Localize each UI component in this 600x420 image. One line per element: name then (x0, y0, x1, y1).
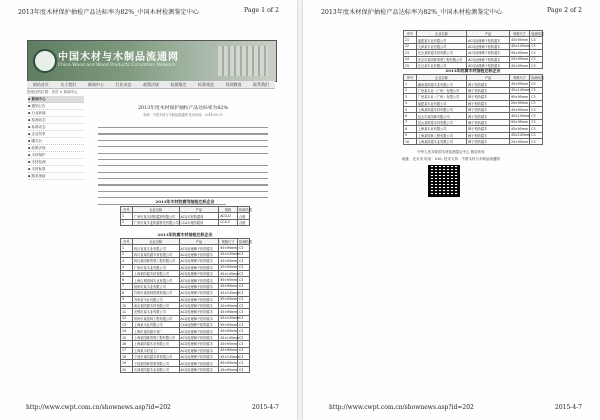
table-treated-wood-2 (403, 74, 543, 145)
table-cell: C3 (238, 277, 250, 283)
table-cell: 樟子松防腐木 (467, 94, 510, 100)
table-cell: ACQ-D (219, 213, 238, 219)
table-cell: C3 (238, 264, 250, 270)
text-line (98, 153, 268, 154)
table-row (404, 138, 543, 144)
text-line (98, 184, 268, 185)
table-header-cell: 产品 (467, 75, 510, 81)
table-cell: C3 (530, 106, 543, 112)
table-cell: 无锡市某木业有限公司 (132, 309, 179, 315)
site-brand: 中国木材与木制品流通网 (58, 52, 179, 63)
table-cell: 上海某木业有限公司 (416, 126, 466, 132)
header-title: 2013年度木材保护抽检产品达标率为82%_中国木材检测鉴定中心 (18, 9, 200, 16)
text-line (98, 159, 200, 160)
table-cell: 17 (121, 347, 133, 353)
table-cell: 6 (404, 113, 417, 119)
table-cell: 7 (404, 119, 417, 125)
table-cell: ACQ处理樟子松防腐木 (179, 341, 219, 347)
table-cell: ACQ处理樟子松防腐木 (179, 290, 219, 296)
table-cell: C3 (530, 43, 543, 49)
nav-item[interactable]: 行业动态 (115, 82, 132, 87)
table-cell: 45×145mm (220, 271, 240, 276)
nav-item[interactable]: 关于我们 (60, 82, 77, 87)
table-cell: 上海市某防腐木材厂 (132, 328, 179, 334)
table-cell: 樟子松防腐木 (467, 119, 510, 125)
table-cell: 天津某防腐木业有限公司 (132, 366, 179, 372)
table-header-cell: 企业名称 (132, 207, 179, 213)
table-cell: 45×145mm (220, 290, 240, 295)
table-cell: 樟子松防腐木 (467, 100, 510, 106)
table-cell: 广州市某木材防腐剂有限公司 (132, 213, 179, 219)
table-cell: C3 (238, 296, 250, 302)
table-cell: 常州市某园林工程有限公司 (132, 315, 179, 321)
table-cell: C3 (238, 290, 250, 296)
main-nav (27, 81, 275, 89)
footer-url: http://www.cwpt.com.cn/shownews.asp?id=202 (329, 404, 474, 411)
text-line (98, 146, 268, 147)
table-header-cell: 规格尺寸 (219, 239, 238, 245)
table-cell: 20×95mm (510, 101, 528, 106)
table-cell: 1 (121, 213, 133, 219)
table-cell: 20×95mm (510, 57, 528, 62)
table-cell: ACQ处理樟子松防腐木 (179, 264, 219, 270)
table-cell: 合格 (238, 213, 250, 219)
table-cell: 45×95mm (510, 126, 528, 131)
table-cell: 45×95mm (220, 284, 238, 289)
table-cell: 宁波市某防腐木材有限公司 (132, 354, 179, 360)
table-cell: 7 (121, 283, 133, 289)
table-cell: 20 (121, 366, 133, 372)
table-cell: 广州某木业（广州）有限公司 (416, 94, 466, 100)
table-cell: 95×95mm (510, 120, 528, 125)
table-cell: 20×95mm (220, 265, 238, 270)
table-header-cell: 产品 (179, 239, 219, 245)
table-cell: CCA-C (219, 219, 238, 225)
table-cell: 20×95mm (510, 139, 528, 144)
table-cell: 45×95mm (220, 309, 238, 314)
table-cell: 6 (121, 277, 133, 283)
table-cell: 95×95mm (220, 246, 238, 251)
table-cell: 宁波某园林景观有限公司 (132, 360, 179, 366)
table-cell: 95×95mm (220, 278, 238, 283)
table-cell: ACQ处理樟子松防腐木 (179, 270, 219, 276)
table-cell: C3 (530, 100, 543, 106)
table-cell: 上海某木材加工厂 (132, 347, 179, 353)
table-cell: ACQ处理樟子松防腐木 (179, 251, 219, 257)
table-cell: 1 (404, 81, 417, 87)
table-cell: 9 (121, 296, 133, 302)
table-cell: 樟子松防腐木 (467, 126, 510, 132)
table-cell: 广州市某木业防腐科技有限公司 (133, 220, 179, 225)
table-cell: C3 (530, 119, 543, 125)
table-cell: 8 (121, 290, 133, 296)
table-cell: 四川省某防腐木材有限公司 (132, 251, 179, 257)
table-cell: 45×95mm (220, 258, 238, 263)
table-cell: 23 (404, 50, 417, 56)
table-header-cell: 规格尺寸 (509, 31, 529, 37)
table-cell: 3 (121, 258, 133, 264)
text-line (98, 133, 268, 134)
table-cell: 1 (121, 245, 133, 251)
table-cell: C3 (530, 138, 543, 144)
table-cell: CCA处理樟子松防腐木 (179, 322, 219, 328)
table-cell: 45×145mm (220, 316, 240, 321)
table-cell: ACQ处理樟子松防腐木 (467, 43, 510, 49)
table-header-cell: 序号 (121, 207, 133, 213)
table-cell: C3 (238, 283, 250, 289)
table-cell: ACQ木材防腐剂 (179, 213, 219, 219)
table-cell: 樟子松防腐木 (467, 87, 510, 93)
sidebar-item[interactable]: ▪ 服务指南 (28, 173, 84, 180)
table-cell: C3 (238, 334, 250, 340)
table-cell: C3 (238, 366, 250, 372)
table-cell: C3 (530, 94, 543, 100)
table-cell: ACQ处理樟子松防腐木 (179, 258, 219, 264)
table-cell: C3 (530, 81, 543, 87)
table-cell: 22 (404, 43, 417, 49)
table-cell: ACQ处理樟子松防腐木 (467, 62, 510, 68)
table-cell: ACQ处理樟子松防腐木 (179, 328, 219, 334)
table-cell: 25 (404, 62, 417, 68)
table-header-cell: 序号 (404, 31, 417, 37)
text-line (98, 178, 268, 179)
table-cell: C3 (530, 56, 543, 62)
table-cell: 昆山市某园林有限公司 (416, 113, 466, 119)
contact-note: 地址：北京市 电话：010- 技术支持：中国木材与木制品流通网 (402, 157, 500, 161)
table-header-cell: 检验结果 (239, 208, 252, 213)
table-cell: C3 (238, 251, 250, 257)
table-cell: 16 (121, 341, 133, 347)
table-row (121, 219, 250, 225)
text-line (98, 172, 268, 173)
table-cell: 上海某防腐木业有限公司 (416, 138, 466, 144)
sidebar-item[interactable]: ▪ 木材检测 (28, 159, 84, 166)
table-cell: 45×95mm (220, 348, 238, 353)
table-cell: 四川某园林景观工程有限公司 (132, 258, 179, 264)
table-cell: 福建某木业有限公司 (416, 37, 466, 43)
sidebar-item[interactable]: ▪ 曝光台 (28, 138, 84, 145)
table-header-cell: 企业名称 (132, 239, 179, 245)
table-cell: C3 (238, 322, 250, 328)
table-header-cell: 检测结果 (239, 240, 252, 245)
table-cell: ACQ处理樟子松防腐木 (179, 277, 219, 283)
table-header-cell: 企业名称 (416, 75, 466, 81)
table-cell: 10 (121, 302, 133, 308)
document-page-1 (0, 0, 297, 420)
table-preservative (120, 206, 250, 226)
table-cell: 广州市某木业有限公司 (132, 264, 179, 270)
table-cell: ACQ处理樟子松防腐木 (179, 296, 219, 302)
table-cell: 20×95mm (220, 341, 238, 346)
table-cell: 昆山某防腐木材有限公司 (416, 119, 466, 125)
table-cell: C3 (238, 245, 250, 251)
table-cell: 45×95mm (220, 329, 238, 334)
table-cell: 13 (121, 322, 133, 328)
table-cell: 21 (404, 37, 417, 43)
table-cell: 20×95mm (220, 303, 238, 308)
table-cell: 苏州某木业有限公司 (132, 296, 179, 302)
table-cell: 4 (121, 264, 133, 270)
table-cell: 95×95mm (220, 297, 238, 302)
table-cell: 2 (121, 219, 133, 225)
nav-item[interactable]: 新闻中心 (87, 82, 104, 87)
table-header-cell: 产品 (467, 31, 510, 37)
page-footer (321, 404, 582, 414)
table-cell: ACQ处理樟子松防腐木 (179, 315, 219, 321)
sidebar-item[interactable]: ▪ 行业新闻 (28, 110, 84, 117)
table1-caption: 2013年木材防腐剂抽检达标企业 (155, 199, 215, 204)
table-cell: 3 (404, 94, 417, 100)
table-cell: 45×95mm (220, 367, 238, 372)
sidebar (28, 96, 84, 180)
article-body (98, 127, 268, 210)
nav-item[interactable]: 培训教育 (225, 82, 242, 87)
table-cell: C3 (238, 302, 250, 308)
table-cell: C3 (238, 315, 250, 321)
table-cell: 4 (404, 100, 417, 106)
table-cell: ACQ处理樟子松防腐木 (179, 283, 219, 289)
header-page-number: Page 1 of 2 (244, 7, 279, 14)
table-cell: 18 (121, 354, 133, 360)
site-logo-icon (33, 49, 57, 73)
table-cell: 上海某木业有限公司 (132, 322, 179, 328)
table-header-cell: 规格尺寸 (509, 75, 529, 81)
sidebar-item[interactable]: ▪ 检测动态 (28, 117, 84, 124)
table-cell: ACQ处理樟子松防腐木 (467, 56, 510, 62)
page-footer (18, 404, 279, 414)
table-cell: 19 (121, 360, 133, 366)
sidebar-item[interactable]: ▪ 标准动态 (28, 124, 84, 131)
table-cell: 45×95mm (510, 82, 528, 87)
nav-item[interactable]: 政策法规 (142, 82, 159, 87)
text-line (98, 127, 268, 128)
sidebar-item[interactable]: ▪ 通知公告 (28, 103, 84, 110)
article-meta: 来源：中国木材与木制品流通网 发布时间：2014-03-21 (143, 113, 223, 117)
table-header-cell: 检测结果 (531, 76, 544, 81)
table-cell: 上海某防腐木材有限公司 (416, 106, 466, 112)
table-header-cell: 检测结果 (531, 32, 544, 37)
table-cell: 45×145mm (510, 114, 530, 119)
site-brand-subtitle: China Wood and Wood Products Circulation Network (58, 63, 176, 68)
page-header (18, 7, 279, 17)
text-line (98, 165, 268, 166)
table-cell: C3 (238, 360, 250, 366)
table-cell: 上海古典园林木业有限公司 (132, 277, 179, 283)
table-cell: ACQ处理樟子松防腐木 (467, 50, 510, 56)
table-cell: ACQ处理樟子松防腐木 (179, 366, 219, 372)
table-cell: C3 (238, 270, 250, 276)
table-cell: C3 (238, 258, 250, 264)
table-cell: 24 (404, 56, 417, 62)
table-cell: 樟子松防腐木 (467, 132, 510, 138)
table-cell: 苏州市某园林景观有限公司 (132, 290, 179, 296)
page-header (321, 7, 582, 17)
table-cell: 45×145mm (510, 133, 530, 138)
article-title: 2013年度木材保护抽检产品达标率为82% (137, 106, 229, 111)
table-cell: 湖南某防腐木业有限公司 (416, 81, 466, 87)
table-cell: 樟子松防腐木 (467, 81, 510, 87)
table-cell: 上海某园林工程有限公司 (416, 132, 466, 138)
site-banner (27, 40, 277, 82)
table-cell: 广州某木业（广州）有限公司 (416, 87, 466, 93)
table-header-cell: 企业名称 (416, 31, 466, 37)
footer-date: 2015-4-7 (555, 404, 582, 411)
footer-date: 2015-4-7 (252, 404, 279, 411)
table-cell: C3 (238, 328, 250, 334)
building-photo (218, 46, 268, 76)
table-cell: 15 (121, 334, 133, 340)
table-cell: 扬州市某木业有限公司 (132, 283, 179, 289)
table-cell: 樟子松防腐木 (467, 106, 510, 112)
table-cell: 8 (404, 126, 417, 132)
table-cell: 北京市某园林景观工程有限公司 (416, 56, 466, 62)
table-cell: 天津某木业有限公司 (416, 43, 466, 49)
table-continued (403, 30, 543, 69)
nav-item[interactable]: 标准规范 (198, 82, 215, 87)
table-cell: 14 (121, 328, 133, 334)
table-cell: 2 (121, 251, 133, 257)
table-cell: 45×145mm (220, 335, 240, 340)
sidebar-item[interactable]: ▪ 企业风采 (28, 131, 84, 138)
text-line (98, 191, 268, 192)
table-cell: 5 (404, 106, 417, 112)
table-cell: 合格 (238, 219, 250, 225)
table-cell: C3 (530, 62, 543, 68)
table2-caption: 2013年防腐木材抽检达标企业 (157, 232, 213, 237)
table4-caption: 2013年防腐木材抽检达标企业 (445, 68, 501, 73)
table-cell: 上海某园林景观工程有限公司 (132, 334, 179, 340)
table-cell: 95×95mm (510, 94, 528, 99)
table-cell: ACQ处理樟子松防腐木 (179, 302, 219, 308)
table-cell: 2 (404, 87, 417, 93)
table-cell: 45×95mm (510, 107, 528, 112)
qr-code-icon (428, 165, 460, 197)
nav-item[interactable]: 联系我们 (253, 82, 270, 87)
table-cell: 樟子松防腐木 (467, 113, 510, 119)
table-cell: C3 (530, 50, 543, 56)
table-cell: 95×95mm (220, 322, 238, 327)
table-cell: C3 (530, 126, 543, 132)
table-cell: 南京某防腐木材有限公司 (132, 302, 179, 308)
table-row (121, 366, 250, 372)
table-cell: 45×145mm (220, 354, 240, 359)
table-cell: 11 (121, 309, 133, 315)
header-title: 2013年度木材保护抽检产品达标率为82%_中国木材检测鉴定中心 (321, 9, 503, 16)
table-cell: 上海某防腐木材有限公司 (132, 270, 179, 276)
table-cell: 福建某木业有限公司 (416, 100, 466, 106)
table-cell: 45×95mm (510, 38, 528, 43)
document-page-2 (303, 0, 600, 420)
nav-item[interactable]: 网站首页 (32, 82, 49, 87)
nav-item[interactable]: 检测鉴定 (170, 82, 187, 87)
table-cell: 45×145mm (220, 252, 240, 257)
header-page-number: Page 2 of 2 (547, 7, 582, 14)
table-cell: 上海某防腐木业有限公司 (132, 341, 179, 347)
table-cell: 北京某防腐木材有限公司 (416, 50, 466, 56)
table-cell: 北京某木业有限公司 (416, 62, 466, 68)
table-cell: C3 (238, 347, 250, 353)
table-cell: 9 (404, 132, 417, 138)
table-cell: ACQ处理樟子松防腐木 (179, 309, 219, 315)
table-cell: 45×95mm (510, 63, 528, 68)
table-cell: C3 (238, 354, 250, 360)
sidebar-item[interactable]: ▪ 新闻中心 (28, 96, 84, 103)
table-cell: C3 (238, 309, 250, 315)
table-cell: C3 (530, 37, 543, 43)
table-header-cell: 产品 (179, 207, 219, 213)
table-header-cell: 序号 (121, 239, 133, 245)
text-line (98, 140, 268, 141)
table-cell: CCA木材防腐剂 (179, 219, 219, 225)
sidebar-item[interactable]: ▪ 木材标准 (28, 166, 84, 173)
table-cell: ACQ处理樟子松防腐木 (179, 347, 219, 353)
table-cell: 10 (404, 138, 417, 144)
table-treated-wood (120, 238, 250, 373)
footer-url: http://www.cwpt.com.cn/shownews.asp?id=202 (26, 404, 171, 411)
table-cell: ACQ处理樟子松防腐木 (467, 37, 510, 43)
table-cell: ACQ处理樟子松防腐木 (179, 354, 219, 360)
table-cell: C3 (530, 87, 543, 93)
table-cell: 45×145mm (510, 44, 530, 49)
table-cell: 95×95mm (220, 361, 238, 366)
table-cell: ACQ处理樟子松防腐木 (179, 245, 219, 251)
sidebar-item[interactable]: ▪ 木材保护 (28, 152, 84, 159)
breadcrumb: 您现在的位置：首页 > 新闻中心 (27, 90, 78, 94)
table-header-cell: 规格 (219, 207, 238, 213)
copyright-note: 中华人民共和国木材检测鉴定中心 版权所有 (417, 150, 485, 154)
sidebar-item[interactable]: ▪ 政策法规 (28, 145, 84, 152)
table-cell: C3 (238, 341, 250, 347)
table-cell: 樟子松防腐木 (467, 138, 510, 144)
table-cell: 四川省某木业有限公司 (132, 245, 179, 251)
table-cell: ACQ处理樟子松防腐木 (179, 360, 219, 366)
table-cell: 12 (121, 315, 133, 321)
table-cell: 95×95mm (510, 50, 528, 55)
table-header-cell: 序号 (404, 75, 417, 81)
table-cell: C3 (530, 113, 543, 119)
table-cell: 45×145mm (510, 88, 530, 93)
table-cell: ACQ处理樟子松防腐木 (179, 334, 219, 340)
table-cell: 5 (121, 270, 133, 276)
table-cell: C3 (530, 132, 543, 138)
